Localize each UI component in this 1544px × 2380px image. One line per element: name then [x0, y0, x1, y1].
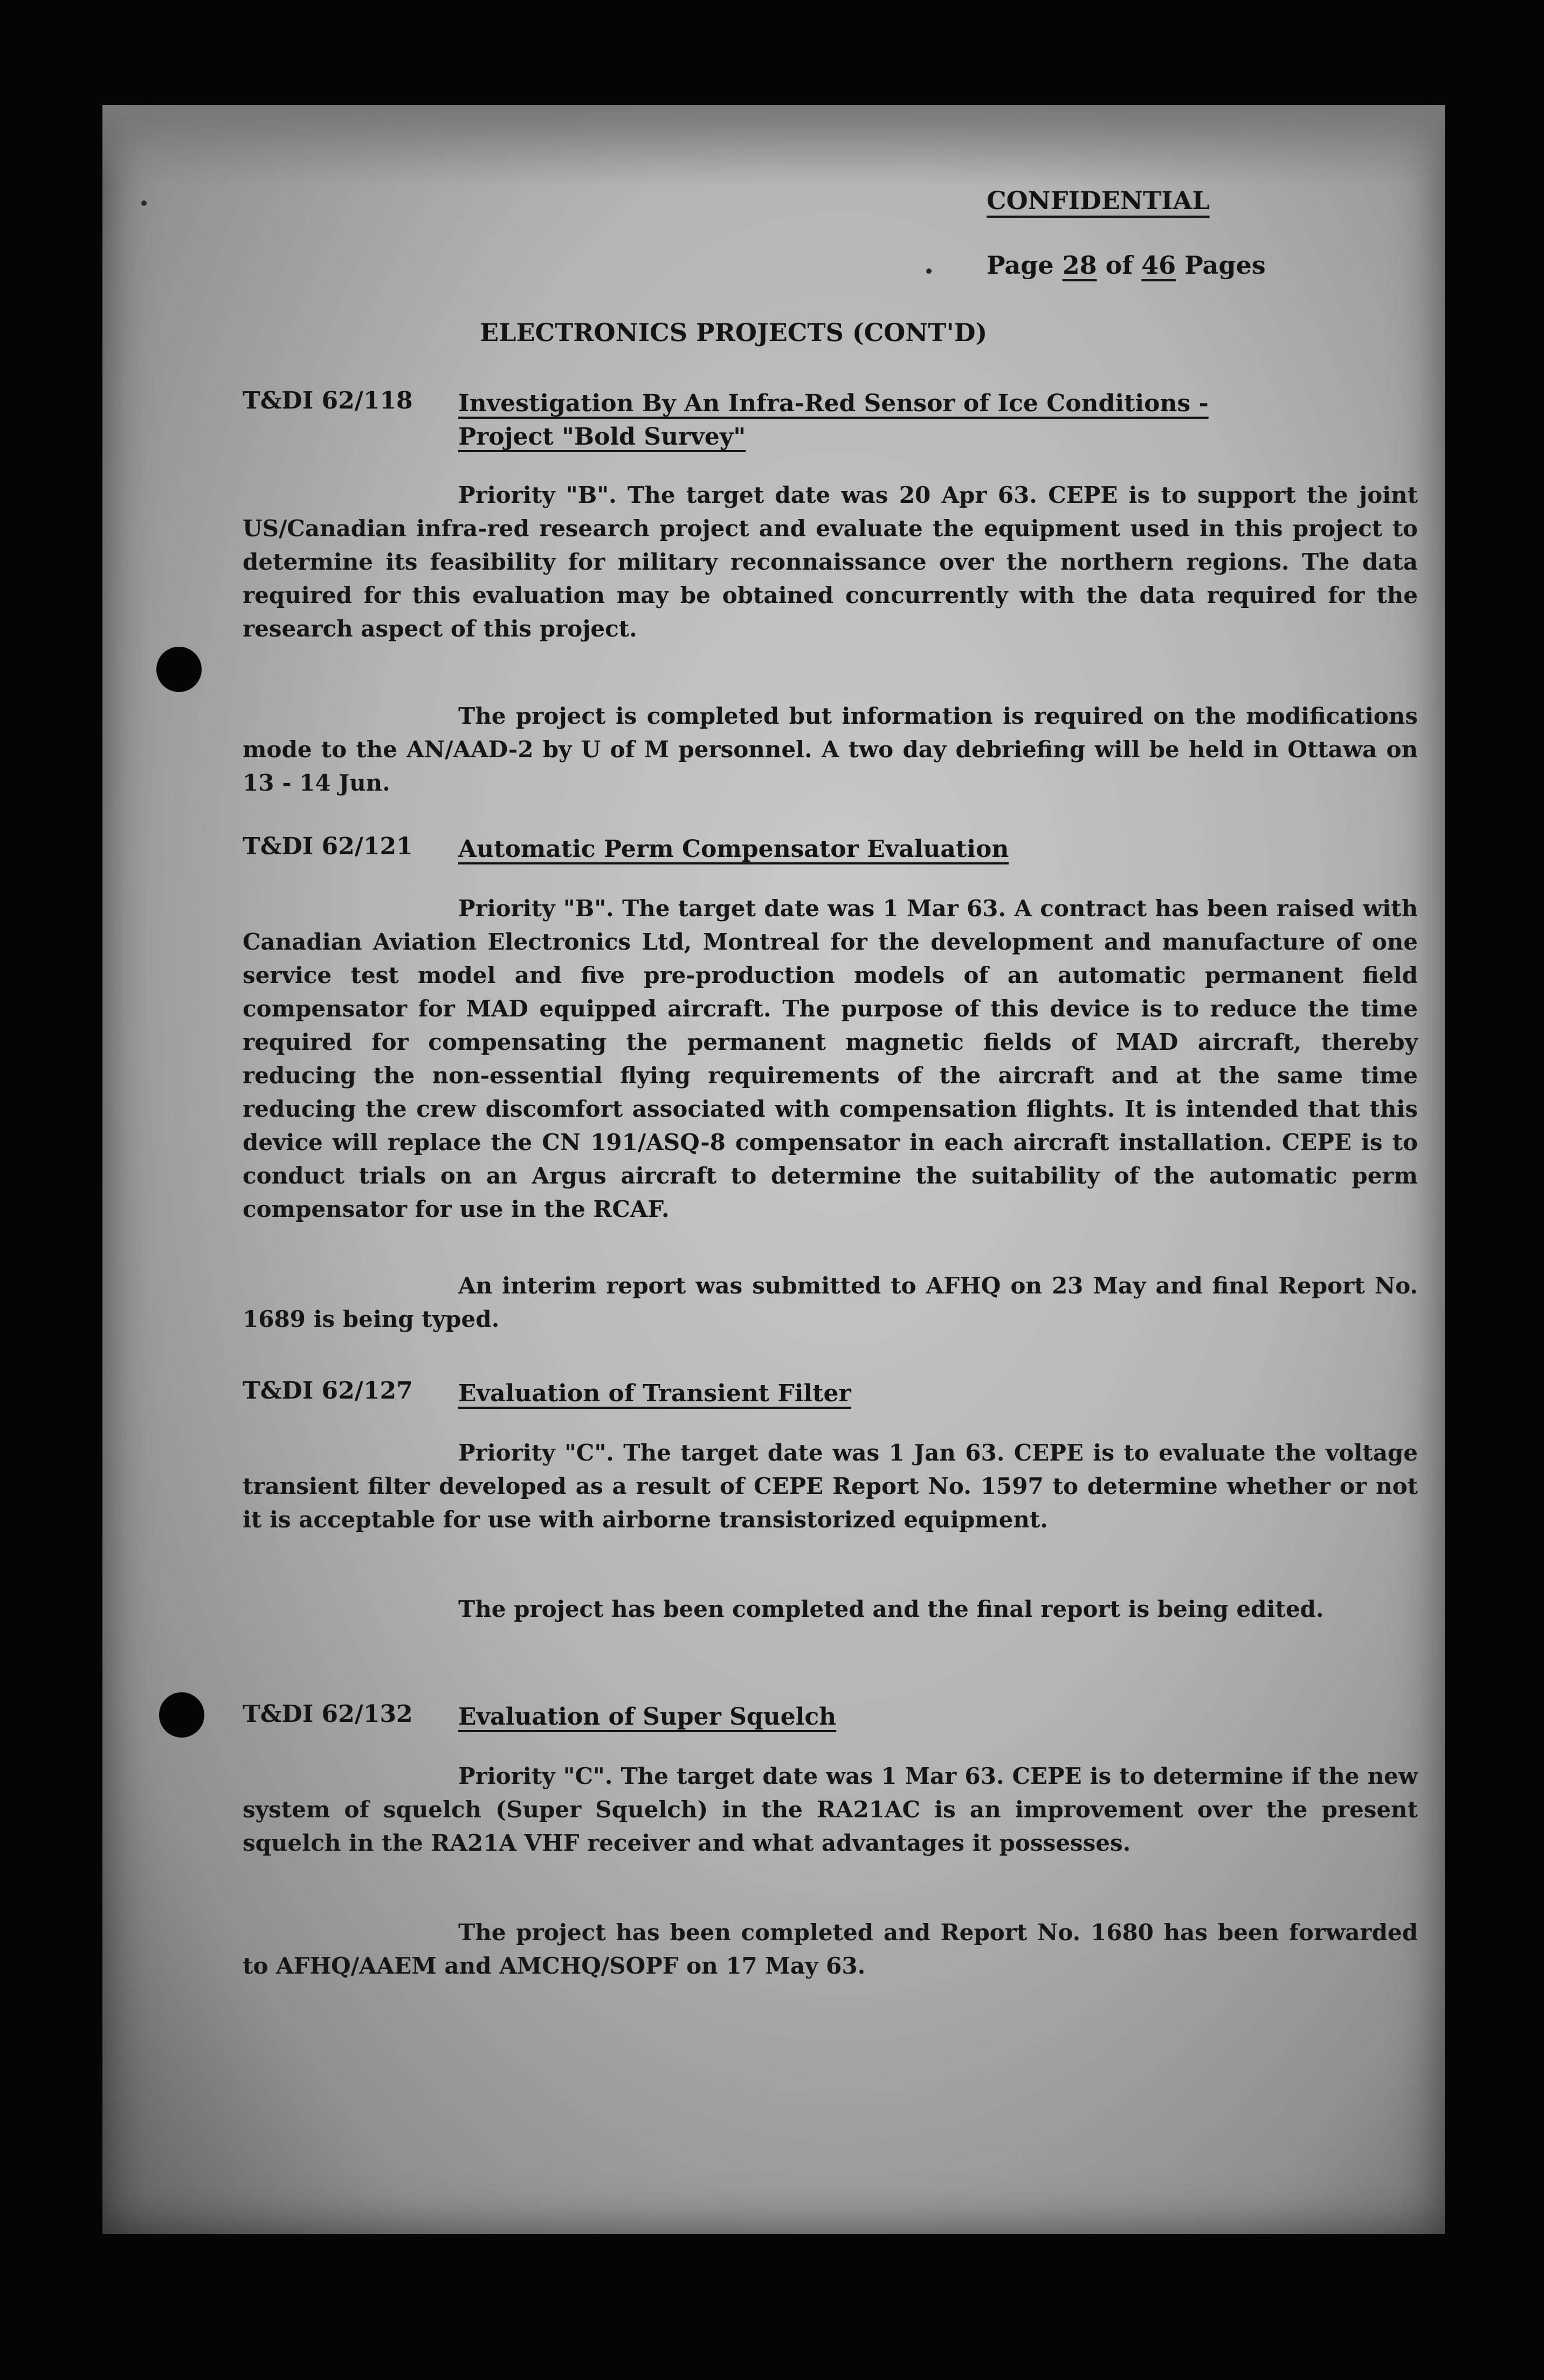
project-paragraph: Priority "C". The target date was 1 Jan 63. CEPE is to evaluate the voltage transient filter developed as a result of CEPE Report No. 1597 to determine whether or not it is acceptable for use with airborne transistorized equipment.	[243, 1440, 1418, 1533]
page-total: 46	[1141, 251, 1176, 280]
punch-hole	[159, 1692, 204, 1738]
page-indicator	[987, 251, 1266, 280]
page-number: 28	[1062, 251, 1097, 280]
page-top-shadow	[102, 105, 1445, 186]
project-paragraph: Priority "B". The target date was 1 Mar 63. A contract has been raised with Canadian Aviation Electronics Ltd, Montreal for the development and manufacture of one service test model and five pre-production models of an automatic permanent field compensator for MAD equipped aircraft. The purpose of this device is to reduce the time required for compensating the permanent magnetic fields of MAD aircraft, thereby reducing the non-essential flying requirements of the aircraft and at the same time reducing the crew discomfort associated with compensation flights. It is intended that this device will replace the CN 191/ASQ-8 compensator in each aircraft installation. CEPE is to conduct trials on an Argus aircraft to determine the suitability of the automatic perm compensator for use in the RCAF.	[243, 895, 1418, 1222]
project-paragraph: An interim report was submitted to AFHQ on 23 May and final Report No. 1689 is being typed.	[243, 1272, 1418, 1332]
scan-speck	[141, 200, 147, 206]
page-prefix: Page	[987, 251, 1054, 280]
project-id: T&DI 62/132	[243, 1700, 413, 1728]
project-title: Evaluation of Super Squelch	[458, 1703, 837, 1731]
project-paragraph: The project is completed but information is required on the modifications mode to the AN/AAD-2 by U of M personnel. A two day debriefing will be held in Ottawa on 13 - 14 Jun.	[243, 703, 1418, 796]
project-title: Investigation By An Infra-Red Sensor of Ice Conditions - Project "Bold Survey"	[458, 390, 1209, 451]
project-paragraph: The project has been completed and the final report is being edited.	[458, 1596, 1324, 1622]
page-of: of	[1105, 251, 1133, 280]
punch-hole	[156, 647, 202, 692]
project-paragraph: Priority "B". The target date was 20 Apr 63. CEPE is to support the joint US/Canadian infra-red research project and evaluate the equipment used in this project to determine its feasibility for military reconnaissance over the northern regions. The data required for this evaluation may be obtained concurrently with the data required for the research aspect of this project.	[243, 482, 1418, 642]
project-paragraph: The project has been completed and Report No. 1680 has been forwarded to AFHQ/AAEM and AMCHQ/SOPF on 17 May 63.	[243, 1919, 1418, 1979]
page-suffix: Pages	[1184, 251, 1266, 280]
project-paragraph: Priority "C". The target date was 1 Mar 63. CEPE is to determine if the new system of squelch (Super Squelch) in the RA21AC is an improvement over the present squelch in the RA21A VHF receiver and what advantages it possesses.	[243, 1763, 1418, 1856]
project-title: Automatic Perm Compensator Evaluation	[458, 835, 1009, 863]
project-id: T&DI 62/127	[243, 1377, 413, 1405]
classification-label: CONFIDENTIAL	[987, 186, 1210, 215]
section-title: ELECTRONICS PROJECTS (CONT'D)	[480, 318, 988, 347]
scan-speck	[926, 268, 932, 274]
project-id: T&DI 62/121	[243, 833, 413, 860]
project-title: Evaluation of Transient Filter	[458, 1380, 851, 1407]
project-id: T&DI 62/118	[243, 387, 413, 414]
